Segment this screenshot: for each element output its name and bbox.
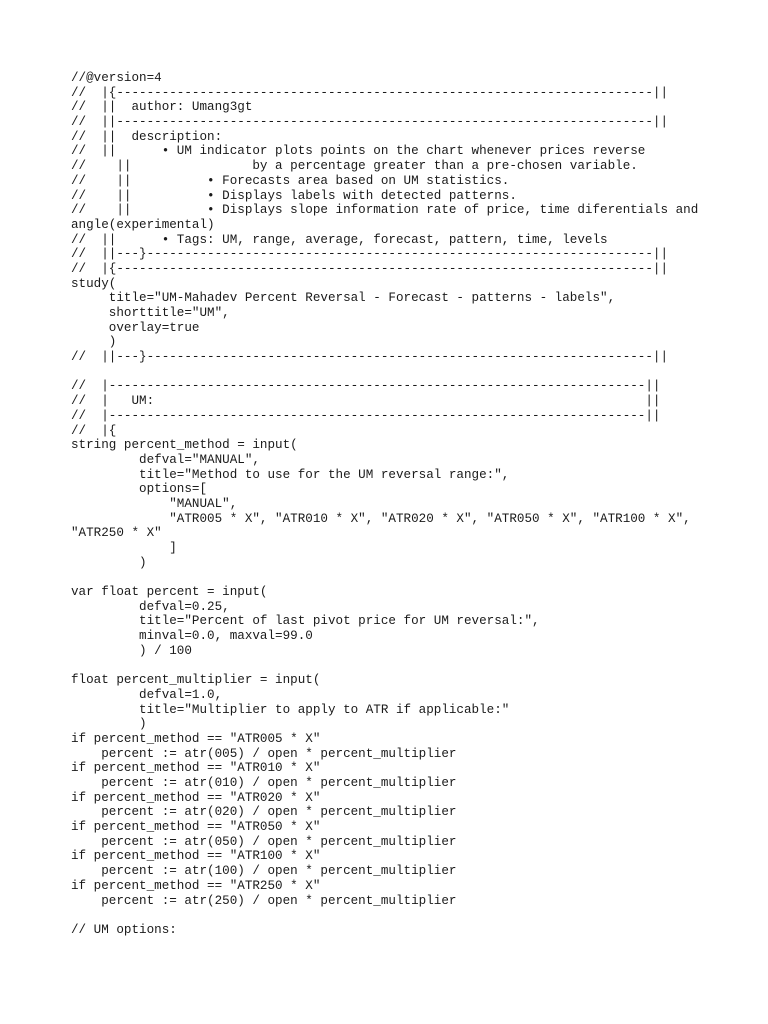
- code-line: percent := atr(050) / open * percent_multiplier: [71, 834, 457, 849]
- code-line: // UM options:: [71, 922, 177, 937]
- code-line: string percent_method = input(: [71, 438, 298, 453]
- code-line: overlay=true: [71, 320, 200, 335]
- code-line: if percent_method == "ATR100 * X": [71, 849, 321, 864]
- code-line: [71, 365, 731, 380]
- code-line: options=[: [71, 482, 208, 497]
- code-line: defval="MANUAL",: [71, 452, 260, 467]
- code-line: if percent_method == "ATR250 * X": [71, 878, 321, 893]
- code-line: // || • Tags: UM, range, average, forecast, pattern, time, levels: [71, 232, 608, 247]
- code-line: // || • Displays slope information rate of price, time diferentials and: [71, 203, 699, 218]
- code-line: // |-----------------------------------------------------------------------||: [71, 408, 661, 423]
- code-line: [71, 659, 731, 674]
- code-line: // || by a percentage greater than a pre-chosen variable.: [71, 159, 638, 174]
- code-line: ) / 100: [71, 643, 192, 658]
- code-line: if percent_method == "ATR005 * X": [71, 731, 321, 746]
- code-line: // |{-----------------------------------------------------------------------||: [71, 261, 669, 276]
- code-line: // || • Forecasts area based on UM statistics.: [71, 173, 510, 188]
- code-line: // || • UM indicator plots points on the chart whenever prices reverse: [71, 144, 646, 159]
- code-line: percent := atr(010) / open * percent_multiplier: [71, 776, 457, 790]
- code-line: defval=0.25,: [71, 599, 230, 614]
- code-line: percent := atr(005) / open * percent_multiplier: [71, 746, 457, 761]
- code-line: // |{-----------------------------------------------------------------------||: [71, 85, 669, 100]
- code-line: // ||-----------------------------------------------------------------------||: [71, 115, 669, 130]
- code-line: var float percent = input(: [71, 585, 268, 600]
- code-listing: [71, 71, 731, 938]
- code-line: "ATR005 * X", "ATR010 * X", "ATR020 * X", "ATR050 * X", "ATR100 * X",: [71, 511, 691, 526]
- code-line: "MANUAL",: [71, 496, 238, 511]
- code-line: percent := atr(020) / open * percent_multiplier: [71, 805, 457, 820]
- code-line: "ATR250 * X": [71, 526, 162, 541]
- code-line: // ||---}-------------------------------------------------------------------||: [71, 350, 669, 365]
- code-line: // |{: [71, 423, 117, 438]
- code-line: // |-----------------------------------------------------------------------||: [71, 379, 661, 394]
- code-line: //@version=4: [71, 71, 162, 85]
- code-line: [71, 570, 731, 585]
- code-line: float percent_multiplier = input(: [71, 673, 321, 688]
- code-line: ): [71, 335, 117, 350]
- code-line: if percent_method == "ATR010 * X": [71, 761, 321, 776]
- code-line: title="Method to use for the UM reversal range:",: [71, 467, 510, 482]
- code-line: title="Percent of last pivot price for UM reversal:",: [71, 614, 540, 629]
- code-line: defval=1.0,: [71, 687, 223, 702]
- code-line: minval=0.0, maxval=99.0: [71, 629, 313, 644]
- code-line: angle(experimental): [71, 217, 215, 232]
- code-line: ): [71, 717, 147, 732]
- code-line: // || description:: [71, 129, 223, 144]
- code-line: if percent_method == "ATR050 * X": [71, 820, 321, 835]
- code-line: // || • Displays labels with detected patterns.: [71, 188, 517, 203]
- code-line: percent := atr(250) / open * percent_multiplier: [71, 893, 457, 908]
- code-line: if percent_method == "ATR020 * X": [71, 790, 321, 805]
- code-line: // || author: Umang3gt: [71, 100, 253, 115]
- code-line: ]: [71, 541, 177, 555]
- code-line: title="UM-Mahadev Percent Reversal - Forecast - patterns - labels",: [71, 291, 616, 306]
- code-line: // | UM: ||: [71, 394, 661, 409]
- code-line: percent := atr(100) / open * percent_multiplier: [71, 864, 457, 879]
- code-line: // ||---}-------------------------------------------------------------------||: [71, 247, 669, 262]
- code-line: [71, 908, 731, 923]
- code-line: study(: [71, 276, 117, 291]
- code-line: title="Multiplier to apply to ATR if applicable:": [71, 702, 510, 717]
- code-line: shorttitle="UM",: [71, 306, 230, 320]
- code-line: ): [71, 555, 147, 570]
